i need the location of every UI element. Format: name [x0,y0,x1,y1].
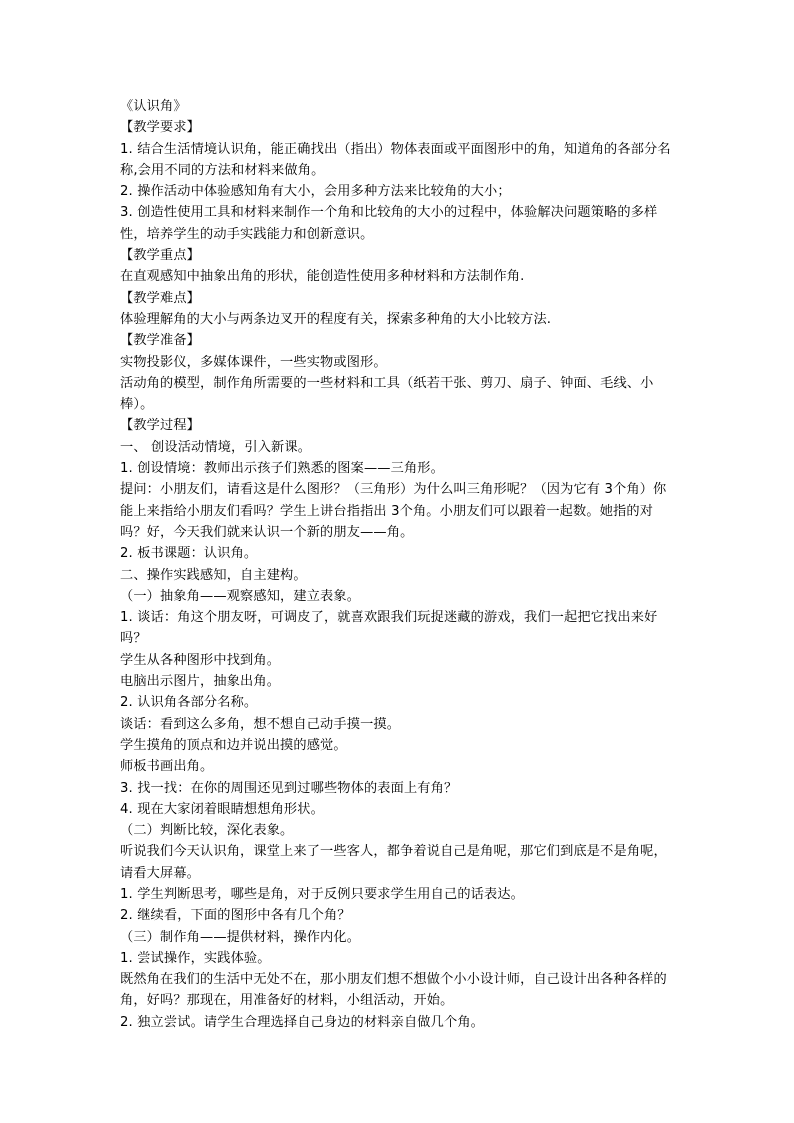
process-subsection-1: （一）抽象角——观察感知，建立表象。 [120,588,361,604]
process-subsection-2: （二）判断比较，深化表象。 [120,823,294,839]
heading-teaching-difficulty: 【教学难点】 [120,290,201,306]
heading-teaching-preparation: 【教学准备】 [120,333,201,349]
process-subsection-3-step-1: 1. 尝试操作，实践体验。 [120,950,271,966]
process-section-2: 二、操作实践感知，自主建构。 [120,567,307,583]
process-question-paragraph: 提问：小朋友们，请看这是什么图形？（三角形）为什么叫三角形呢？（因为它有 3个角）你能上来指给小朋友们看吗？学生上讲台指指出 3个角。小朋友们可以跟着一起数。她指的对吗？好，今天我们就来认识一个新的朋友——角。 [120,482,667,540]
process-section-1: 一、 创设活动情境，引入新课。 [120,439,312,455]
process-step-2-3: 3. 找一找：在你的周围还见到过哪些物体的表面上有角？ [120,780,458,796]
process-subsection-3-step-2: 2. 独立尝试。请学生合理选择自己身边的材料亲自做几个角。 [120,1014,484,1030]
heading-teaching-process: 【教学过程】 [120,418,201,434]
process-subsection-2-step-1: 1. 学生判断思考，哪些是角，对于反例只要求学生用自己的话表达。 [120,886,525,902]
requirement-item-3: 3. 创造性使用工具和材料来制作一个角和比较角的大小的过程中，体验解决问题策略的多样性，培养学生的动手实践能力和创新意识。 [120,205,658,242]
requirement-item-2: 2. 操作活动中体验感知角有大小，会用多种方法来比较角的大小； [120,184,511,200]
process-step-1-2: 2. 板书课题：认识角。 [120,546,258,562]
process-step-2-4: 4. 现在大家闭着眼睛想想角形状。 [120,801,324,817]
process-step-2-1-detail: 学生从各种图形中找到角。 [120,652,281,668]
process-subsection-2-intro: 听说我们今天认识角，课堂上来了一些客人，都争着说自己是角呢，那它们到底是不是角呢，请看大屏幕。 [120,844,667,881]
process-step-2-2-teacher: 师板书画出角。 [120,759,214,775]
process-step-2-1: 1. 谈话：角这个朋友呀，可调皮了，就喜欢跟我们玩捉迷藏的游戏，我们一起把它找出来好吗？ [120,610,658,647]
process-step-1-1: 1. 创设情境：教师出示孩子们熟悉的图案——三角形。 [120,461,444,477]
process-step-2-1-computer: 电脑出示图片，抽象出角。 [120,674,281,690]
document-title: 《认识角》 [120,99,187,114]
teaching-focus-text: 在直观感知中抽象出角的形状，能创造性使用多种材料和方法制作角. [120,269,525,285]
heading-teaching-focus: 【教学重点】 [120,248,201,264]
process-subsection-2-step-2: 2. 继续看，下面的图形中各有几个角？ [120,908,351,924]
preparation-text-2: 活动角的模型，制作角所需要的一些材料和工具（纸若干张、剪刀、扇子、钟面、毛线、小棒）。 [120,375,654,413]
lesson-plan-text [120,96,676,1033]
heading-teaching-requirements: 【教学要求】 [120,120,201,136]
process-subsection-3: （三）制作角——提供材料，操作内化。 [120,929,361,945]
teaching-difficulty-text: 体验理解角的大小与两条边叉开的程度有关，探索多种角的大小比较方法. [120,311,552,327]
requirement-item-1: 1. 结合生活情境认识角，能正确找出（指出）物体表面或平面图形中的角，知道角的各部分名称,会用不同的方法和材料来做角。 [120,141,671,178]
process-step-2-2-student: 学生摸角的顶点和边并说出摸的感觉。 [120,737,347,753]
process-step-2-2-talk: 谈话：看到这么多角，想不想自己动手摸一摸。 [120,716,401,732]
preparation-text-1: 实物投影仪，多媒体课件，一些实物或图形。 [120,354,387,370]
process-subsection-3-paragraph: 既然角在我们的生活中无处不在，那小朋友们想不想做个小小设计师，自己设计出各种各样的角，好吗？那现在，用准备好的材料，小组活动，开始。 [120,972,667,1009]
process-step-2-2: 2. 认识角各部分名称。 [120,695,258,711]
